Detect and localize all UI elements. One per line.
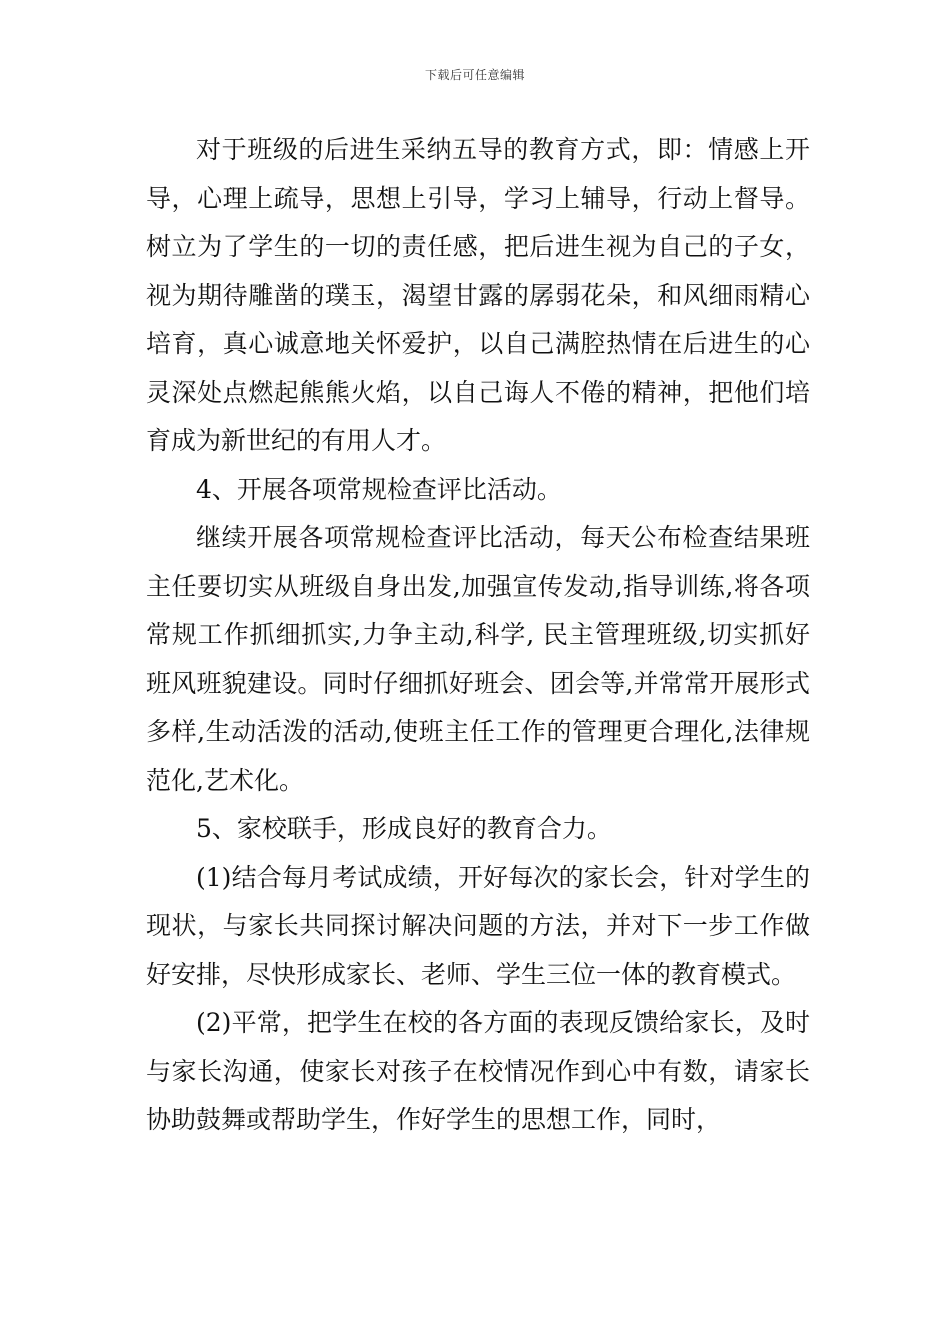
paragraph-parent-meeting: (1)结合每月考试成绩，开好每次的家长会，针对学生的现状，与家长共同探讨解决问题的方法，并对下一步工作做好安排，尽快形成家长、老师、学生三位一体的教育模式。 [146,862,810,989]
header-note: 下载后可任意编辑 [424,68,525,82]
paragraph-underachiever-guidance: 对于班级的后进生采纳五导的教育方式，即：情感上开导，心理上疏导，思想上引导，学习上辅导，行动上督导。树立为了学生的一切的责任感，把后进生视为自己的子女，视为期待雕凿的璞玉，渴望甘露的孱弱花朵，和风细雨精心培育，真心诚意地关怀爱护，以自己满腔热情在后进生的心灵深处点燃起熊熊火焰，以自己诲人不倦的精神，把他们培育成为新世纪的有用人才。 [146,135,810,455]
section-heading-4: 4、开展各项常规检查评比活动。 [196,474,562,504]
paragraph-routine-inspection: 继续开展各项常规检查评比活动，每天公布检查结果班主任要切实从班级自身出发,加强宣传发动,指导训练,将各项常规工作抓细抓实,力争主动,科学, 民主管理班级,切实抓好班风班貌建设。同时仔细抓好班会、团会等,并常常开展形式多样,生动活泼的活动,使班主任工作的管理更合理化,法律规范化,艺术化。 [146,523,810,795]
paragraph-parent-feedback: (2)平常，把学生在校的各方面的表现反馈给家长，及时与家长沟通，使家长对孩子在校情况作到心中有数，请家长协助鼓舞或帮助学生，作好学生的思想工作，同时， [146,1008,810,1134]
section-heading-5: 5、家校联手，形成良好的教育合力。 [196,814,612,843]
document-body [146,126,810,1145]
